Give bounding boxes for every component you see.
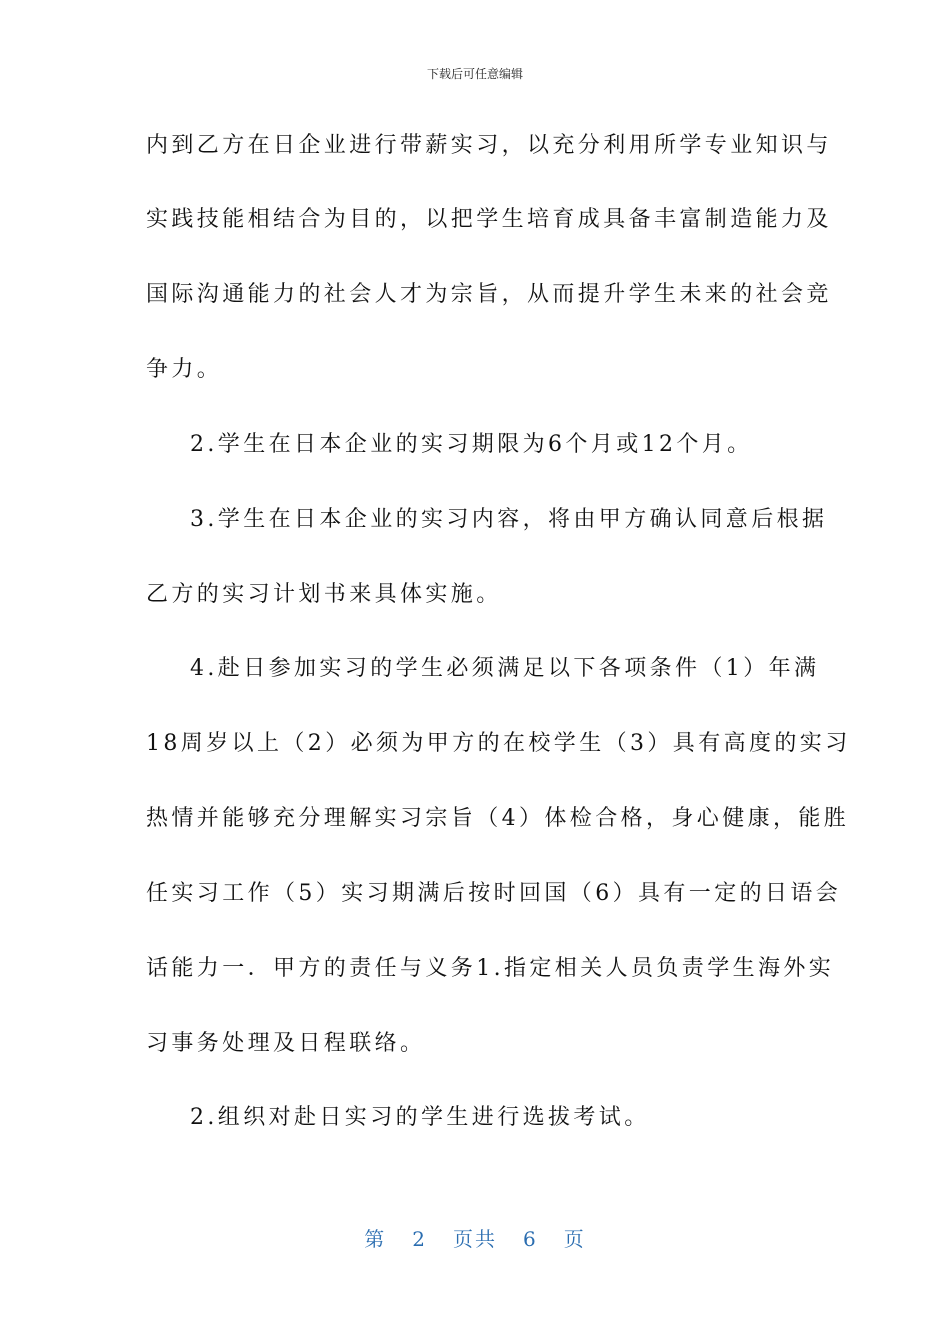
footer-prefix: 第 [364, 1227, 387, 1251]
body-line-9: 18周岁以上（2）必须为甲方的在校学生（3）具有高度的实习 [146, 731, 851, 756]
body-line-4: 争力。 [146, 357, 223, 382]
body-line-6: 3.学生在日本企业的实习内容，将由甲方确认同意后根据 [190, 507, 828, 532]
body-line-3: 国际沟通能力的社会人才为宗旨，从而提升学生未来的社会竞 [146, 282, 832, 307]
body-line-13: 习事务处理及日程联络。 [146, 1031, 426, 1056]
footer-current-page: 2 [412, 1227, 427, 1251]
footer-suffix: 页 [563, 1227, 586, 1251]
body-line-11: 任实习工作（5）实习期满后按时回国（6）具有一定的日语会 [146, 881, 842, 906]
footer-total-pages: 6 [523, 1227, 538, 1251]
body-line-2: 实践技能相结合为目的，以把学生培育成具备丰富制造能力及 [146, 207, 832, 232]
body-line-1: 内到乙方在日企业进行带薪实习，以充分利用所学专业知识与 [146, 133, 832, 158]
body-line-10: 热情并能够充分理解实习宗旨（4）体检合格，身心健康，能胜 [146, 806, 850, 831]
body-line-14: 2.组织对赴日实习的学生进行选拔考试。 [190, 1105, 650, 1130]
body-line-5: 2.学生在日本企业的实习期限为6个月或12个月。 [190, 432, 753, 457]
page-header: 下载后可任意编辑 [426, 67, 523, 81]
body-line-8: 4.赴日参加实习的学生必须满足以下各项条件（1）年满 [190, 656, 820, 681]
footer-middle: 页共 [453, 1227, 497, 1251]
body-line-7: 乙方的实习计划书来具体实施。 [146, 582, 502, 607]
body-line-12: 话能力一．甲方的责任与义务1.指定相关人员负责学生海外实 [146, 956, 835, 981]
page-footer [0, 1226, 950, 1252]
